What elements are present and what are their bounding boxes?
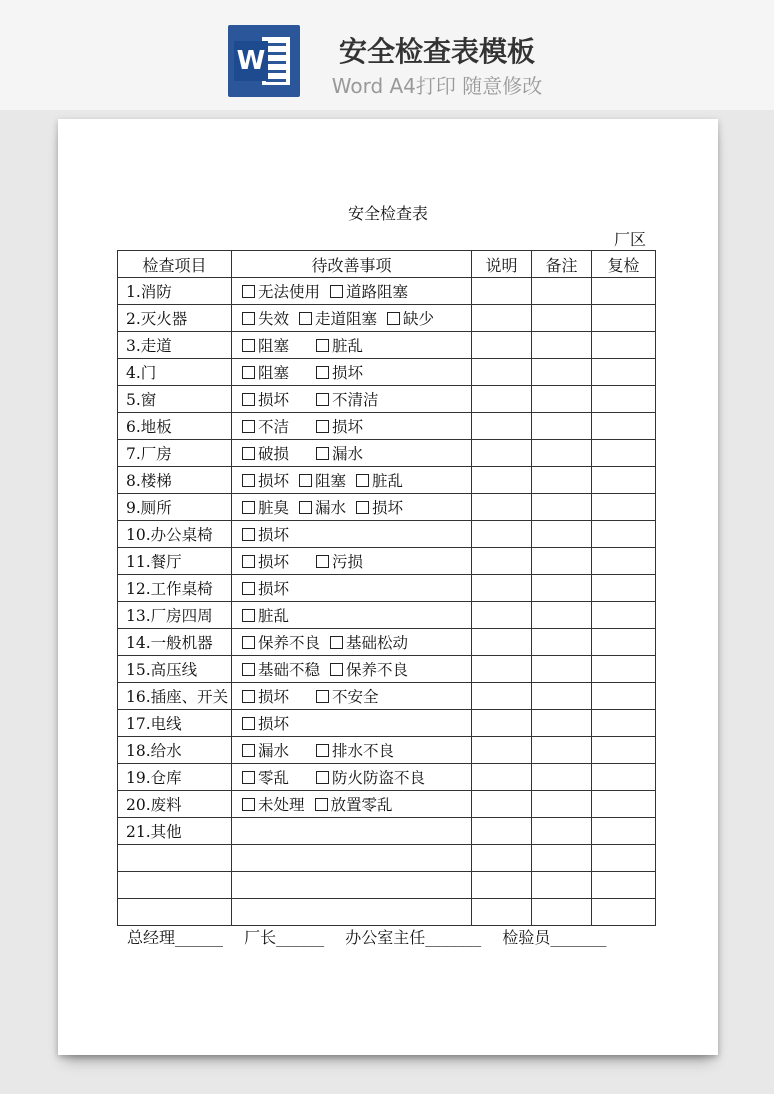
- table-row: [118, 548, 656, 575]
- checkbox[interactable]: [242, 636, 255, 649]
- header-description: 说明: [472, 251, 532, 278]
- issue-label: 阻塞: [258, 337, 290, 355]
- checkbox[interactable]: [242, 663, 255, 676]
- issue-label: 损坏: [258, 526, 290, 544]
- description-cell[interactable]: [472, 521, 532, 548]
- issue-label: 漏水: [315, 499, 347, 517]
- description-cell[interactable]: [472, 629, 532, 656]
- issue-options: [232, 899, 472, 926]
- issue-option: [330, 631, 408, 653]
- issue-options: [232, 683, 472, 710]
- issue-options: [232, 521, 472, 548]
- inspection-item: 5.窗: [118, 386, 232, 413]
- table-row: [118, 440, 656, 467]
- issue-option: [242, 388, 306, 410]
- description-cell[interactable]: [472, 413, 532, 440]
- table-header-row: [118, 251, 656, 278]
- issue-label: 损坏: [258, 553, 290, 571]
- table-row: [118, 845, 656, 872]
- checkbox[interactable]: [242, 339, 255, 352]
- table-row: [118, 791, 656, 818]
- table-row: [118, 386, 656, 413]
- issue-label: 破损: [258, 445, 290, 463]
- table-row: [118, 872, 656, 899]
- issue-label: 损坏: [258, 472, 290, 490]
- issue-option: [316, 766, 425, 788]
- banner-title: 安全检查表模板: [338, 35, 535, 68]
- inspection-item: 2.灭火器: [118, 305, 232, 332]
- description-cell[interactable]: [472, 278, 532, 305]
- document-page: [58, 119, 718, 1055]
- remarks-cell[interactable]: [532, 737, 592, 764]
- issue-option: [242, 766, 306, 788]
- table-row: [118, 413, 656, 440]
- inspection-item: 11.餐厅: [118, 548, 232, 575]
- checkbox[interactable]: [242, 501, 255, 514]
- checkbox[interactable]: [330, 663, 343, 676]
- issue-options: [232, 467, 472, 494]
- issue-option: [242, 577, 289, 599]
- issue-option: [242, 604, 289, 626]
- table-row: [118, 494, 656, 521]
- recheck-cell[interactable]: [592, 899, 656, 926]
- issue-options: [232, 440, 472, 467]
- checkbox[interactable]: [242, 555, 255, 568]
- issue-options: [232, 818, 472, 845]
- issue-option: [330, 280, 408, 302]
- issue-option: [330, 658, 408, 680]
- signature-line: [127, 925, 622, 948]
- inspection-item: 8.楼梯: [118, 467, 232, 494]
- checkbox[interactable]: [387, 312, 400, 325]
- checkbox[interactable]: [316, 447, 329, 460]
- checkbox[interactable]: [316, 393, 329, 406]
- recheck-cell[interactable]: [592, 602, 656, 629]
- issue-label: 阻塞: [315, 472, 347, 490]
- issue-options: [232, 791, 472, 818]
- recheck-cell[interactable]: [592, 872, 656, 899]
- checkbox[interactable]: [356, 501, 369, 514]
- checkbox[interactable]: [242, 582, 255, 595]
- checkbox[interactable]: [299, 312, 312, 325]
- issue-label: 不清洁: [332, 391, 379, 409]
- recheck-cell[interactable]: [592, 278, 656, 305]
- remarks-cell[interactable]: [532, 467, 592, 494]
- checkbox[interactable]: [242, 393, 255, 406]
- description-cell[interactable]: [472, 872, 532, 899]
- issue-option: [316, 361, 380, 383]
- checkbox[interactable]: [316, 555, 329, 568]
- inspection-item: 10.办公桌椅: [118, 521, 232, 548]
- issue-label: 基础松动: [346, 634, 409, 652]
- recheck-cell[interactable]: [592, 467, 656, 494]
- remarks-cell[interactable]: [532, 818, 592, 845]
- inspection-item: 16.插座、开关: [118, 683, 232, 710]
- table-row: [118, 710, 656, 737]
- remarks-cell[interactable]: [532, 845, 592, 872]
- issue-options: [232, 575, 472, 602]
- issue-label: 漏水: [332, 445, 364, 463]
- header-remarks: 备注: [532, 251, 592, 278]
- issue-option: [242, 361, 306, 383]
- recheck-cell[interactable]: [592, 386, 656, 413]
- table-row: [118, 818, 656, 845]
- description-cell[interactable]: [472, 602, 532, 629]
- issue-option: [316, 334, 380, 356]
- checkbox[interactable]: [242, 420, 255, 433]
- recheck-cell[interactable]: [592, 548, 656, 575]
- remarks-cell[interactable]: [532, 359, 592, 386]
- recheck-cell[interactable]: [592, 359, 656, 386]
- inspection-item: [118, 845, 232, 872]
- remarks-cell[interactable]: [532, 872, 592, 899]
- issue-options: [232, 845, 472, 872]
- signature-inspector: 检验员_______: [502, 928, 607, 947]
- remarks-cell[interactable]: [532, 899, 592, 926]
- issue-options: [232, 602, 472, 629]
- issue-label: 污损: [332, 553, 364, 571]
- issue-label: 零乱: [258, 769, 290, 787]
- checkbox[interactable]: [242, 609, 255, 622]
- inspection-item: 4.门: [118, 359, 232, 386]
- remarks-cell[interactable]: [532, 278, 592, 305]
- issue-option: [316, 442, 380, 464]
- inspection-item: 6.地板: [118, 413, 232, 440]
- issue-options: [232, 332, 472, 359]
- recheck-cell[interactable]: [592, 575, 656, 602]
- issue-label: 未处理: [258, 796, 305, 814]
- issue-option: [242, 307, 289, 329]
- checkbox[interactable]: [316, 771, 329, 784]
- issue-label: 无法使用: [258, 283, 321, 301]
- issue-label: 失效: [258, 310, 290, 328]
- issue-label: 损坏: [258, 580, 290, 598]
- issue-option: [242, 280, 320, 302]
- inspection-item: 3.走道: [118, 332, 232, 359]
- description-cell[interactable]: [472, 683, 532, 710]
- issue-options: [232, 494, 472, 521]
- inspection-item: 9.厕所: [118, 494, 232, 521]
- document-title: 安全检查表: [347, 204, 428, 223]
- description-cell[interactable]: [472, 710, 532, 737]
- recheck-cell[interactable]: [592, 521, 656, 548]
- inspection-item: 15.高压线: [118, 656, 232, 683]
- table-row: [118, 656, 656, 683]
- issue-options: [232, 413, 472, 440]
- checkbox[interactable]: [316, 420, 329, 433]
- signature-office-director: 办公室主任_______: [345, 928, 482, 947]
- table-row: [118, 305, 656, 332]
- checkbox[interactable]: [242, 771, 255, 784]
- recheck-cell[interactable]: [592, 737, 656, 764]
- issue-label: 损坏: [332, 418, 364, 436]
- table-row: [118, 359, 656, 386]
- issue-option: [356, 469, 403, 491]
- table-row: [118, 683, 656, 710]
- table-row: [118, 737, 656, 764]
- description-cell[interactable]: [472, 359, 532, 386]
- banner-subtitle: Word A4打印 随意修改: [331, 74, 543, 98]
- remarks-cell[interactable]: [532, 683, 592, 710]
- remarks-cell[interactable]: [532, 602, 592, 629]
- issue-label: 损坏: [258, 391, 290, 409]
- table-row: [118, 521, 656, 548]
- issue-options: [232, 386, 472, 413]
- table-row: [118, 575, 656, 602]
- remarks-cell[interactable]: [532, 521, 592, 548]
- inspection-item: 17.电线: [118, 710, 232, 737]
- issue-option: [316, 415, 380, 437]
- banner: [0, 0, 774, 110]
- description-cell[interactable]: [472, 899, 532, 926]
- checkbox[interactable]: [242, 312, 255, 325]
- issue-option: [242, 442, 306, 464]
- issue-options: [232, 359, 472, 386]
- remarks-cell[interactable]: [532, 386, 592, 413]
- issue-label: 基础不稳: [258, 661, 321, 679]
- description-cell[interactable]: [472, 764, 532, 791]
- issue-label: 漏水: [258, 742, 290, 760]
- checkbox[interactable]: [242, 366, 255, 379]
- issue-label: 走道阻塞: [315, 310, 378, 328]
- recheck-cell[interactable]: [592, 845, 656, 872]
- issue-options: [232, 737, 472, 764]
- header-inspection-item: 检查项目: [118, 251, 232, 278]
- checkbox[interactable]: [242, 285, 255, 298]
- table-row: [118, 764, 656, 791]
- description-cell[interactable]: [472, 818, 532, 845]
- issue-option: [316, 739, 394, 761]
- issue-label: 损坏: [258, 715, 290, 733]
- issue-option: [242, 496, 289, 518]
- remarks-cell[interactable]: [532, 629, 592, 656]
- issue-label: 放置零乱: [330, 796, 393, 814]
- recheck-cell[interactable]: [592, 683, 656, 710]
- signature-general-manager: 总经理______: [127, 928, 224, 947]
- issue-option: [242, 550, 306, 572]
- area-label: 厂区: [614, 230, 647, 249]
- checkbox[interactable]: [242, 717, 255, 730]
- recheck-cell[interactable]: [592, 332, 656, 359]
- checkbox[interactable]: [242, 528, 255, 541]
- description-cell[interactable]: [472, 575, 532, 602]
- issue-label: 阻塞: [258, 364, 290, 382]
- recheck-cell[interactable]: [592, 791, 656, 818]
- inspection-item: 1.消防: [118, 278, 232, 305]
- inspection-item: 18.给水: [118, 737, 232, 764]
- description-cell[interactable]: [472, 548, 532, 575]
- table-row: [118, 332, 656, 359]
- description-cell[interactable]: [472, 386, 532, 413]
- issue-option: [315, 793, 393, 815]
- inspection-item: 7.厂房: [118, 440, 232, 467]
- inspection-item: 19.仓库: [118, 764, 232, 791]
- issue-label: 不洁: [258, 418, 290, 436]
- issue-option: [316, 685, 379, 707]
- table-row: [118, 467, 656, 494]
- issue-option: [242, 685, 306, 707]
- checkbox[interactable]: [316, 744, 329, 757]
- issue-label: 道路阻塞: [346, 283, 409, 301]
- checkbox[interactable]: [299, 474, 312, 487]
- checkbox[interactable]: [330, 285, 343, 298]
- recheck-cell[interactable]: [592, 656, 656, 683]
- inspection-item: 13.厂房四周: [118, 602, 232, 629]
- inspection-item: 20.废料: [118, 791, 232, 818]
- header-recheck: 复检: [592, 251, 656, 278]
- description-cell[interactable]: [472, 494, 532, 521]
- recheck-cell[interactable]: [592, 764, 656, 791]
- table-row: [118, 602, 656, 629]
- issue-options: [232, 278, 472, 305]
- issue-option: [387, 307, 434, 329]
- issue-option: [299, 469, 346, 491]
- recheck-cell[interactable]: [592, 440, 656, 467]
- issue-options: [232, 629, 472, 656]
- checkbox[interactable]: [316, 690, 329, 703]
- issue-option: [242, 658, 320, 680]
- issue-options: [232, 710, 472, 737]
- recheck-cell[interactable]: [592, 710, 656, 737]
- recheck-cell[interactable]: [592, 494, 656, 521]
- description-cell[interactable]: [472, 332, 532, 359]
- issue-option: [299, 496, 346, 518]
- remarks-cell[interactable]: [532, 332, 592, 359]
- issue-label: 排水不良: [332, 742, 395, 760]
- issue-options: [232, 305, 472, 332]
- recheck-cell[interactable]: [592, 818, 656, 845]
- recheck-cell[interactable]: [592, 629, 656, 656]
- remarks-cell[interactable]: [532, 764, 592, 791]
- recheck-cell[interactable]: [592, 413, 656, 440]
- remarks-cell[interactable]: [532, 548, 592, 575]
- issue-option: [316, 550, 380, 572]
- issue-option: [299, 307, 377, 329]
- remarks-cell[interactable]: [532, 575, 592, 602]
- description-cell[interactable]: [472, 440, 532, 467]
- issue-label: 脏乱: [372, 472, 404, 490]
- issue-label: 脏乱: [258, 607, 290, 625]
- table-row: [118, 629, 656, 656]
- remarks-cell[interactable]: [532, 413, 592, 440]
- checkbox[interactable]: [356, 474, 369, 487]
- issue-option: [242, 469, 289, 491]
- checkbox[interactable]: [316, 339, 329, 352]
- description-cell[interactable]: [472, 737, 532, 764]
- remarks-cell[interactable]: [532, 710, 592, 737]
- signature-factory-manager: 厂长______: [244, 928, 325, 947]
- checkbox[interactable]: [242, 744, 255, 757]
- description-cell[interactable]: [472, 791, 532, 818]
- issue-options: [232, 764, 472, 791]
- issue-option: [242, 631, 320, 653]
- checkbox[interactable]: [299, 501, 312, 514]
- inspection-item: [118, 872, 232, 899]
- checkbox[interactable]: [315, 798, 328, 811]
- description-cell[interactable]: [472, 305, 532, 332]
- issue-label: 损坏: [332, 364, 364, 382]
- checkbox[interactable]: [242, 798, 255, 811]
- issue-label: 缺少: [403, 310, 435, 328]
- checkbox[interactable]: [242, 447, 255, 460]
- table-row: [118, 278, 656, 305]
- issue-options: [232, 656, 472, 683]
- issue-option: [356, 496, 403, 518]
- checkbox[interactable]: [242, 690, 255, 703]
- issue-option: [242, 334, 306, 356]
- remarks-cell[interactable]: [532, 440, 592, 467]
- issue-label: 防火防盗不良: [332, 769, 426, 787]
- recheck-cell[interactable]: [592, 305, 656, 332]
- remarks-cell[interactable]: [532, 305, 592, 332]
- checkbox[interactable]: [330, 636, 343, 649]
- description-cell[interactable]: [472, 845, 532, 872]
- header-issues: 待改善事项: [232, 251, 472, 278]
- inspection-item: 14.一般机器: [118, 629, 232, 656]
- issue-option: [242, 793, 305, 815]
- inspection-item: 21.其他: [118, 818, 232, 845]
- issue-label: 损坏: [372, 499, 404, 517]
- checkbox[interactable]: [316, 366, 329, 379]
- checkbox[interactable]: [242, 474, 255, 487]
- description-cell[interactable]: [472, 467, 532, 494]
- issue-label: 损坏: [258, 688, 290, 706]
- issue-label: 保养不良: [346, 661, 409, 679]
- issue-label: 不安全: [332, 688, 379, 706]
- issue-options: [232, 548, 472, 575]
- issue-option: [242, 712, 289, 734]
- issue-label: 脏臭: [258, 499, 290, 517]
- issue-label: 保养不良: [258, 634, 321, 652]
- issue-option: [242, 415, 306, 437]
- inspection-item: [118, 899, 232, 926]
- issue-option: [242, 523, 289, 545]
- word-logo-letter: W: [234, 41, 268, 81]
- description-cell[interactable]: [472, 656, 532, 683]
- table-row: [118, 899, 656, 926]
- remarks-cell[interactable]: [532, 656, 592, 683]
- issue-option: [242, 739, 306, 761]
- remarks-cell[interactable]: [532, 791, 592, 818]
- issue-option: [316, 388, 379, 410]
- inspection-item: 12.工作桌椅: [118, 575, 232, 602]
- issue-label: 脏乱: [332, 337, 364, 355]
- remarks-cell[interactable]: [532, 494, 592, 521]
- issue-options: [232, 872, 472, 899]
- checklist-table: [117, 250, 656, 926]
